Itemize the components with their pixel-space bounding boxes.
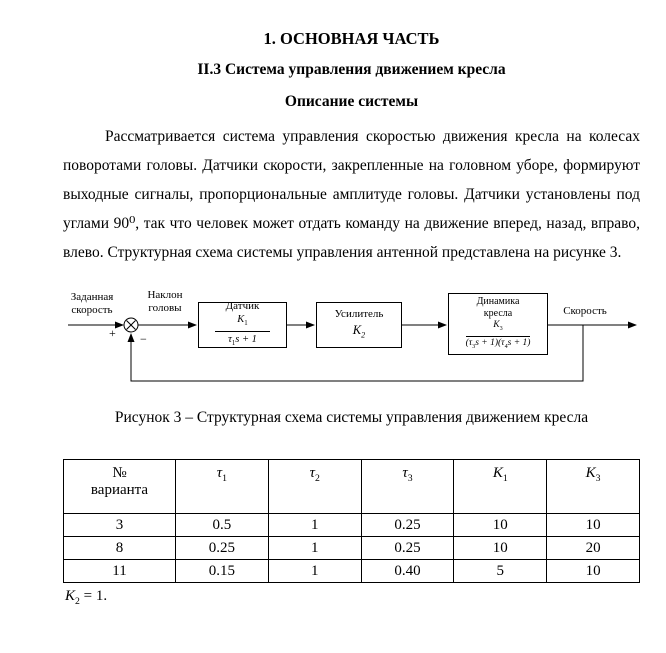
- cell-variant: 3: [64, 514, 176, 537]
- cell-tau2: 1: [268, 514, 361, 537]
- output-label: Скорость: [563, 305, 607, 317]
- col-header-variant: № варианта: [64, 460, 176, 514]
- amplifier-title: Усилитель: [334, 308, 384, 321]
- col-header-tau1: $\tau_1$: [176, 460, 269, 514]
- sensor-block: [198, 299, 287, 348]
- cell-tau1: 0.15: [176, 560, 269, 583]
- dynamics-transfer-function: $\frac{K_3}{(\tau_3s + 1)(\tau_4s + 1)}$: [465, 319, 531, 350]
- dynamics-title-line2: кресла: [483, 307, 513, 319]
- sensor-title: Датчик: [225, 299, 260, 312]
- dynamics-title-line1: Динамика: [476, 295, 520, 307]
- table-header-row: [64, 460, 640, 514]
- cell-tau3: 0.40: [361, 560, 454, 583]
- head-tilt-label: Наклон головы: [147, 289, 183, 314]
- cell-k1: 10: [454, 537, 547, 560]
- block-diagram: [63, 289, 640, 393]
- sum-plus-sign: +: [109, 326, 116, 340]
- amplifier-gain: $K_2$: [352, 323, 366, 340]
- cell-tau1: 0.25: [176, 537, 269, 560]
- k2-note: $K_2 = 1$.: [65, 588, 108, 607]
- cell-k3: 10: [547, 560, 640, 583]
- col-header-tau2: $\tau_2$: [268, 460, 361, 514]
- variants-table: [63, 459, 640, 583]
- cell-variant: 11: [64, 560, 176, 583]
- col-header-k1: $K_1$: [454, 460, 547, 514]
- subtitle: II.3 Система управления движением кресла: [197, 61, 506, 78]
- table-row: [64, 514, 640, 537]
- main-title: 1. ОСНОВНАЯ ЧАСТЬ: [263, 29, 440, 48]
- cell-k1: 5: [454, 560, 547, 583]
- cell-k1: 10: [454, 514, 547, 537]
- dynamics-block: [448, 293, 548, 355]
- figure-caption: Рисунок 3 – Структурная схема системы управления движением кресла: [114, 409, 589, 426]
- cell-tau1: 0.5: [176, 514, 269, 537]
- sensor-transfer-function: $\frac{K_1}{\tau_1s + 1}$: [215, 313, 269, 350]
- table-row: [64, 537, 640, 560]
- cell-tau3: 0.25: [361, 537, 454, 560]
- table-row: [64, 560, 640, 583]
- section-heading: Описание системы: [284, 93, 419, 110]
- col-header-k3: $K_3$: [547, 460, 640, 514]
- cell-tau3: 0.25: [361, 514, 454, 537]
- amplifier-block: [316, 302, 402, 348]
- cell-tau2: 1: [268, 560, 361, 583]
- input-label: Заданная скорость: [70, 291, 114, 316]
- cell-k3: 10: [547, 514, 640, 537]
- cell-k3: 20: [547, 537, 640, 560]
- cell-tau2: 1: [268, 537, 361, 560]
- description-paragraph: Рассматривается система управления скоростью движения кресла на колесах поворотами головы. Датчики скорости, закрепленные на головном уборе, формируют выходные сигналы, пропорциональные амплитуде головы. Датчики установлены под углами 90⁰, так что человек может отдать команду на движение вперед, назад, вправо, влево. Структурная схема системы управления антенной представлена на рисунке 3.: [63, 128, 640, 261]
- cell-variant: 8: [64, 537, 176, 560]
- col-header-tau3: $\tau_3$: [361, 460, 454, 514]
- sum-minus-sign: −: [140, 332, 147, 346]
